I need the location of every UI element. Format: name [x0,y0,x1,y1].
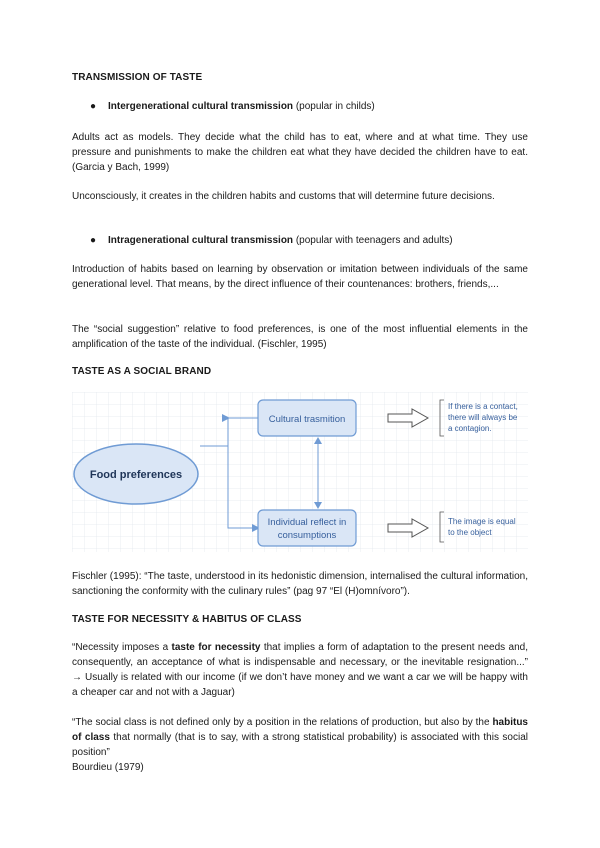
quote1-text-a: “Necessity imposes a [72,642,172,653]
bullet-rest-text: (popular with teenagers and adults) [293,235,453,246]
food-preferences-label: Food preferences [89,469,183,481]
quote2-bold-term: habitus of class [72,717,528,743]
individual-reflect-label-line1: Individual reflect in [267,517,347,528]
heading-taste-social-brand: TASTE AS A SOCIAL BRAND [72,366,212,377]
food-preferences-diagram [72,392,528,552]
paragraph-social-class-quote [72,715,528,760]
quote1-text-b: that implies a form of adaptation to the present needs and, consequently, an acceptance of what is indispensable and necessary, or the inevitable resignation...” → Usually is related with our income (if we don’t have money and we want a car we will be happy with a cheaper car and not with a Jaguar) [72,642,528,698]
bottom-note-line1: The image is equal [448,517,516,526]
paragraph-unconsciously: Unconsciously, it creates in the children habits and customs that will determine future decisions. [72,191,495,202]
paragraph-adults-models: Adults act as models. They decide what the child has to eat, where and at what time. They use pressure and punishments to make the children eat what they have decided the children have to eat. (Garcia y Bach, 1999) [72,132,528,173]
bullet-bold-text: Intragenerational cultural transmission [108,235,294,246]
paragraph-introduction-habits: Introduction of habits based on learning by observation or imitation between individuals of the same generational level. That means, by the direct influence of their countenances: brothers, friends,... [72,264,528,290]
bullet-bold-text: Intergenerational cultural transmission [108,101,294,112]
quote2-text-a: “The social class is not defined only by a position in the relations of production, but also by the [72,717,493,728]
bullet-dot-icon: ● [90,235,97,246]
bullet-intragenerational [90,233,453,248]
bullet-dot-icon: ● [90,101,97,112]
individual-reflect-label-line2: consumptions [277,530,337,541]
paragraph-necessity-quote [72,640,528,700]
top-note-line2: there will always be [448,413,518,422]
cultural-transmition-label: Cultural trasmition [268,414,346,425]
top-note-line1: If there is a contact, [448,402,518,411]
citation-bourdieu: Bourdieu (1979) [72,762,144,773]
bottom-note-line2: to the object [448,528,492,537]
bullet-rest-text: (popular in childs) [293,101,375,112]
top-note-line3: a contagion. [448,424,492,433]
paragraph-social-suggestion: The “social suggestion” relative to food preferences, is one of the most influential elements in the amplification of the taste of the individual. (Fischler, 1995) [72,324,528,350]
quote1-bold-term: taste for necessity [171,642,261,653]
heading-transmission-of-taste: TRANSMISSION OF TASTE [72,72,203,83]
quote2-text-b: that normally (that is to say, with a strong statistical probability) is associated with this social position” [72,732,528,758]
paragraph-fischler-quote: Fischler (1995): “The taste, understood in its hedonistic dimension, internalised the cultural information, sanctioning the conformity with the culinary rules” (pag 97 “El (H)omnívoro”). [72,571,528,597]
heading-taste-for-necessity: TASTE FOR NECESSITY & HABITUS OF CLASS [72,614,302,625]
bullet-intergenerational [90,99,375,114]
